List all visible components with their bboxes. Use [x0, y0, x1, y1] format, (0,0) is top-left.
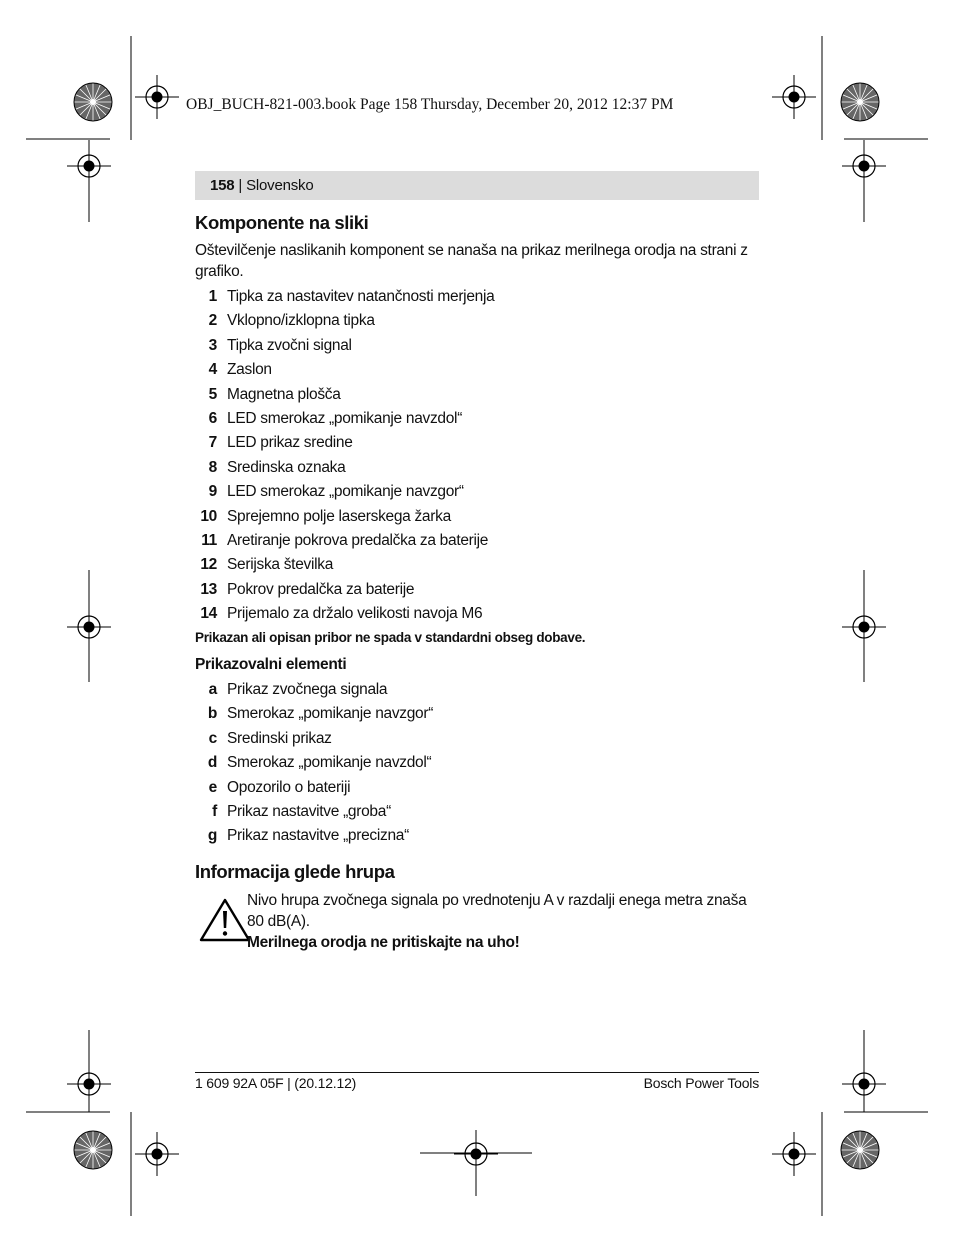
- list-item: [195, 604, 483, 628]
- list-item: [195, 531, 489, 555]
- item-key: 14: [200, 605, 217, 623]
- footer-document-code: 1 609 92A 05F | (20.12.12): [195, 1075, 357, 1091]
- item-key: 1: [208, 288, 217, 305]
- item-key: 3: [208, 336, 217, 354]
- page-number: 158: [210, 177, 235, 194]
- list-item: [195, 409, 463, 433]
- item-text: Tipka za nastavitev natančnosti merjenja: [227, 288, 495, 305]
- item-key: 5: [208, 385, 217, 403]
- list-item: [195, 287, 495, 311]
- section-title-display-elements: Prikazovalni elementi: [195, 656, 347, 673]
- item-key: a: [208, 681, 217, 698]
- page-header-bar: [195, 171, 759, 200]
- item-text: Vklopno/izklopna tipka: [227, 312, 375, 330]
- footer-brand: Bosch Power Tools: [643, 1075, 759, 1091]
- print-job-header: OBJ_BUCH-821-003.book Page 158 Thursday, December 20, 2012 12:37 PM: [186, 96, 674, 113]
- header-separator: |: [234, 177, 247, 194]
- noise-warning-text: Merilnega orodja ne pritiskajte na uho!: [247, 934, 520, 951]
- item-text: Zaslon: [227, 361, 272, 379]
- list-item: [195, 580, 415, 604]
- item-text: Prikaz nastavitve „groba“: [227, 802, 391, 820]
- list-item: [195, 802, 391, 826]
- list-item: [195, 704, 434, 728]
- section-title-noise: Informacija glede hrupa: [195, 861, 395, 882]
- item-key: 13: [200, 580, 217, 598]
- item-text: Aretiranje pokrova predalčka za baterije: [227, 531, 489, 549]
- list-item: [195, 360, 272, 384]
- item-key: 4: [208, 361, 217, 379]
- footer-divider: [195, 1072, 759, 1073]
- item-key: e: [208, 778, 217, 796]
- list-item: [195, 311, 375, 335]
- item-text: Smerokaz „pomikanje navzgor“: [227, 705, 434, 723]
- item-text: Serijska številka: [227, 556, 334, 574]
- item-text: Sprejemno polje laserskega žarka: [227, 507, 451, 525]
- item-text: Smerokaz „pomikanje navzdol“: [227, 754, 432, 772]
- noise-warning-block: [247, 890, 759, 953]
- components-list: [195, 287, 495, 628]
- section-title-components: Komponente na sliki: [195, 212, 369, 233]
- noise-level-text: Nivo hrupa zvočnega signala po vrednotenju A v razdalji enega metra znaša 80 dB(A).: [247, 892, 747, 930]
- item-key: g: [207, 827, 217, 845]
- list-item: [195, 729, 332, 753]
- list-item: [195, 507, 451, 531]
- display-elements-list: [195, 680, 434, 851]
- accessory-footnote: Prikazan ali opisan pribor ne spada v standardni obseg dobave.: [195, 630, 586, 645]
- item-key: d: [207, 754, 217, 772]
- list-item: [195, 753, 432, 777]
- list-item: [195, 826, 409, 850]
- header-language: Slovensko: [246, 177, 314, 194]
- item-text: Magnetna plošča: [227, 385, 341, 403]
- item-text: LED prikaz sredine: [227, 434, 353, 452]
- item-text: LED smerokaz „pomikanje navzgor“: [227, 483, 464, 501]
- item-key: 11: [201, 531, 217, 549]
- item-key: 9: [208, 483, 217, 501]
- item-text: Tipka zvočni signal: [227, 336, 352, 354]
- item-text: Pokrov predalčka za baterije: [227, 580, 415, 598]
- item-key: 8: [208, 458, 217, 476]
- components-intro: Oštevilčenje naslikanih komponent se nanaša na prikaz merilnega orodja na strani z grafiko.: [195, 242, 748, 280]
- item-key: c: [208, 729, 217, 747]
- list-item: [195, 458, 346, 482]
- item-text: LED smerokaz „pomikanje navzdol“: [227, 409, 463, 427]
- item-key: 12: [200, 556, 217, 574]
- item-key: 7: [208, 434, 217, 452]
- item-text: Sredinski prikaz: [227, 729, 332, 747]
- item-text: Sredinska oznaka: [227, 458, 346, 476]
- warning-triangle-icon: [198, 897, 252, 943]
- item-key: f: [212, 802, 217, 820]
- item-key: 10: [200, 507, 217, 525]
- item-text: Prikaz nastavitve „precizna“: [227, 827, 409, 845]
- list-item: [195, 482, 464, 506]
- list-item: [195, 433, 353, 457]
- item-text: Prijemalo za držalo velikosti navoja M6: [227, 605, 483, 623]
- item-text: Opozorilo o bateriji: [227, 778, 351, 796]
- item-key: 6: [208, 409, 217, 427]
- list-item: [195, 385, 341, 409]
- item-key: b: [207, 705, 217, 723]
- item-key: 2: [208, 312, 217, 330]
- list-item: [195, 680, 388, 704]
- item-text: Prikaz zvočnega signala: [227, 681, 388, 698]
- list-item: [195, 778, 351, 802]
- list-item: [195, 336, 352, 360]
- list-item: [195, 555, 334, 579]
